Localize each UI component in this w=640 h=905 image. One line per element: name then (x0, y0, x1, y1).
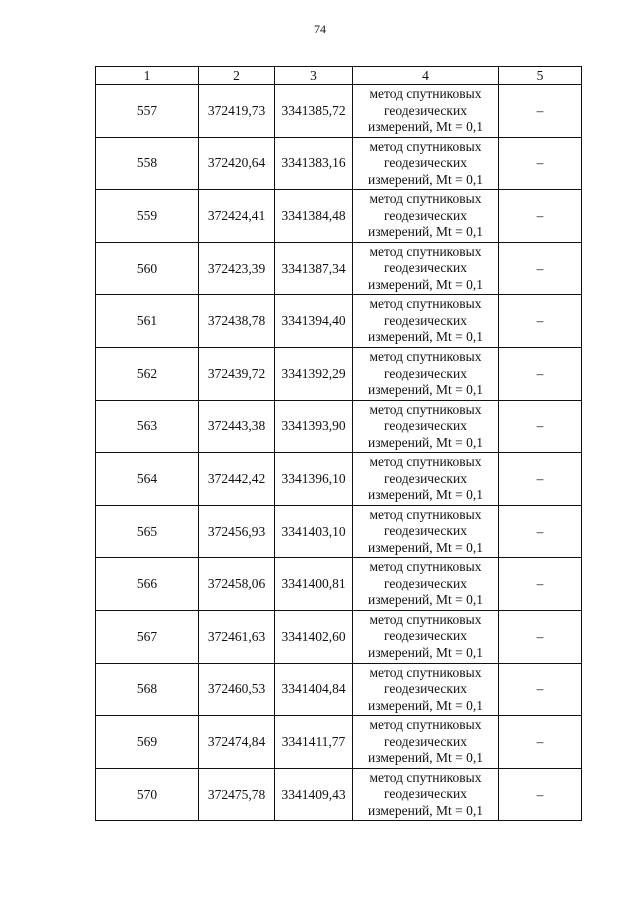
method-line: метод спутниковых (369, 769, 482, 785)
method-line: метод спутниковых (369, 559, 482, 575)
method-line: измерений, Mt = 0,1 (367, 382, 484, 398)
point-number-cell: 565 (96, 505, 199, 558)
table-row (96, 453, 582, 506)
method-line: геодезических (384, 365, 467, 381)
y-coordinate-cell: 3341394,40 (275, 295, 353, 348)
method-line: измерений, Mt = 0,1 (367, 224, 484, 240)
point-number-cell: 560 (96, 242, 199, 295)
table-row (96, 768, 582, 821)
method-line: метод спутниковых (369, 296, 482, 312)
point-number-cell: 558 (96, 137, 199, 190)
method-line: геодезических (384, 681, 467, 697)
method-line: измерений, Mt = 0,1 (367, 487, 484, 503)
method-line: геодезических (384, 312, 467, 328)
method-cell (353, 190, 499, 243)
column-header: 1 (96, 67, 199, 85)
method-cell (353, 347, 499, 400)
method-cell (353, 85, 499, 138)
point-number-cell: 570 (96, 768, 199, 821)
method-line: измерений, Mt = 0,1 (367, 539, 484, 555)
note-cell: – (499, 558, 582, 611)
method-line: измерений, Mt = 0,1 (367, 119, 484, 135)
method-line: измерений, Mt = 0,1 (367, 750, 484, 766)
table-row (96, 716, 582, 769)
y-coordinate-cell: 3341411,77 (275, 716, 353, 769)
method-cell (353, 558, 499, 611)
table-row (96, 242, 582, 295)
coordinates-table (95, 66, 582, 821)
table-row (96, 663, 582, 716)
method-line: измерений, Mt = 0,1 (367, 697, 484, 713)
column-header: 5 (499, 67, 582, 85)
method-line: измерений, Mt = 0,1 (367, 329, 484, 345)
method-line: геодезических (384, 523, 467, 539)
method-line: метод спутниковых (369, 191, 482, 207)
x-coordinate-cell: 372442,42 (199, 453, 275, 506)
method-line: метод спутниковых (369, 664, 482, 680)
method-line: геодезических (384, 418, 467, 434)
point-number-cell: 562 (96, 347, 199, 400)
table-row (96, 295, 582, 348)
method-line: метод спутниковых (369, 401, 482, 417)
x-coordinate-cell: 372456,93 (199, 505, 275, 558)
method-line: метод спутниковых (369, 717, 482, 733)
point-number-cell: 563 (96, 400, 199, 453)
method-cell (353, 716, 499, 769)
method-cell (353, 453, 499, 506)
x-coordinate-cell: 372438,78 (199, 295, 275, 348)
method-line: геодезических (384, 733, 467, 749)
method-cell (353, 137, 499, 190)
column-header: 4 (353, 67, 499, 85)
y-coordinate-cell: 3341409,43 (275, 768, 353, 821)
note-cell: – (499, 663, 582, 716)
note-cell: – (499, 400, 582, 453)
method-line: геодезических (384, 260, 467, 276)
y-coordinate-cell: 3341384,48 (275, 190, 353, 243)
note-cell: – (499, 610, 582, 663)
method-line: метод спутниковых (369, 611, 482, 627)
method-line: измерений, Mt = 0,1 (367, 592, 484, 608)
method-cell (353, 242, 499, 295)
table-row (96, 610, 582, 663)
method-line: геодезических (384, 207, 467, 223)
method-cell (353, 768, 499, 821)
method-cell (353, 400, 499, 453)
point-number-cell: 564 (96, 453, 199, 506)
note-cell: – (499, 347, 582, 400)
y-coordinate-cell: 3341393,90 (275, 400, 353, 453)
method-line: измерений, Mt = 0,1 (367, 171, 484, 187)
column-header: 3 (275, 67, 353, 85)
y-coordinate-cell: 3341383,16 (275, 137, 353, 190)
point-number-cell: 568 (96, 663, 199, 716)
table-row (96, 347, 582, 400)
table-row (96, 190, 582, 243)
table-row (96, 558, 582, 611)
method-line: измерений, Mt = 0,1 (367, 644, 484, 660)
y-coordinate-cell: 3341404,84 (275, 663, 353, 716)
y-coordinate-cell: 3341392,29 (275, 347, 353, 400)
method-cell (353, 505, 499, 558)
note-cell: – (499, 137, 582, 190)
x-coordinate-cell: 372475,78 (199, 768, 275, 821)
table-row (96, 137, 582, 190)
method-line: измерений, Mt = 0,1 (367, 802, 484, 818)
note-cell: – (499, 453, 582, 506)
x-coordinate-cell: 372461,63 (199, 610, 275, 663)
method-line: измерений, Mt = 0,1 (367, 276, 484, 292)
point-number-cell: 559 (96, 190, 199, 243)
method-line: геодезических (384, 786, 467, 802)
table-header-row (96, 67, 582, 85)
note-cell: – (499, 242, 582, 295)
x-coordinate-cell: 372424,41 (199, 190, 275, 243)
method-line: метод спутниковых (369, 506, 482, 522)
method-cell (353, 610, 499, 663)
point-number-cell: 567 (96, 610, 199, 663)
note-cell: – (499, 505, 582, 558)
y-coordinate-cell: 3341385,72 (275, 85, 353, 138)
table-row (96, 400, 582, 453)
column-header: 2 (199, 67, 275, 85)
x-coordinate-cell: 372474,84 (199, 716, 275, 769)
page-number: 74 (314, 22, 326, 36)
method-cell (353, 663, 499, 716)
method-line: метод спутниковых (369, 243, 482, 259)
method-line: метод спутниковых (369, 86, 482, 102)
method-line: измерений, Mt = 0,1 (367, 434, 484, 450)
point-number-cell: 569 (96, 716, 199, 769)
method-cell (353, 295, 499, 348)
x-coordinate-cell: 372439,72 (199, 347, 275, 400)
y-coordinate-cell: 3341387,34 (275, 242, 353, 295)
note-cell: – (499, 190, 582, 243)
y-coordinate-cell: 3341400,81 (275, 558, 353, 611)
x-coordinate-cell: 372460,53 (199, 663, 275, 716)
method-line: метод спутниковых (369, 349, 482, 365)
y-coordinate-cell: 3341403,10 (275, 505, 353, 558)
method-line: геодезических (384, 575, 467, 591)
y-coordinate-cell: 3341402,60 (275, 610, 353, 663)
note-cell: – (499, 85, 582, 138)
point-number-cell: 566 (96, 558, 199, 611)
method-line: метод спутниковых (369, 454, 482, 470)
method-line: метод спутниковых (369, 138, 482, 154)
x-coordinate-cell: 372419,73 (199, 85, 275, 138)
note-cell: – (499, 768, 582, 821)
x-coordinate-cell: 372458,06 (199, 558, 275, 611)
method-line: геодезических (384, 628, 467, 644)
point-number-cell: 561 (96, 295, 199, 348)
point-number-cell: 557 (96, 85, 199, 138)
x-coordinate-cell: 372443,38 (199, 400, 275, 453)
method-line: геодезических (384, 155, 467, 171)
note-cell: – (499, 295, 582, 348)
method-line: геодезических (384, 102, 467, 118)
x-coordinate-cell: 372423,39 (199, 242, 275, 295)
x-coordinate-cell: 372420,64 (199, 137, 275, 190)
method-line: геодезических (384, 470, 467, 486)
table-row (96, 85, 582, 138)
table-row (96, 505, 582, 558)
y-coordinate-cell: 3341396,10 (275, 453, 353, 506)
note-cell: – (499, 716, 582, 769)
